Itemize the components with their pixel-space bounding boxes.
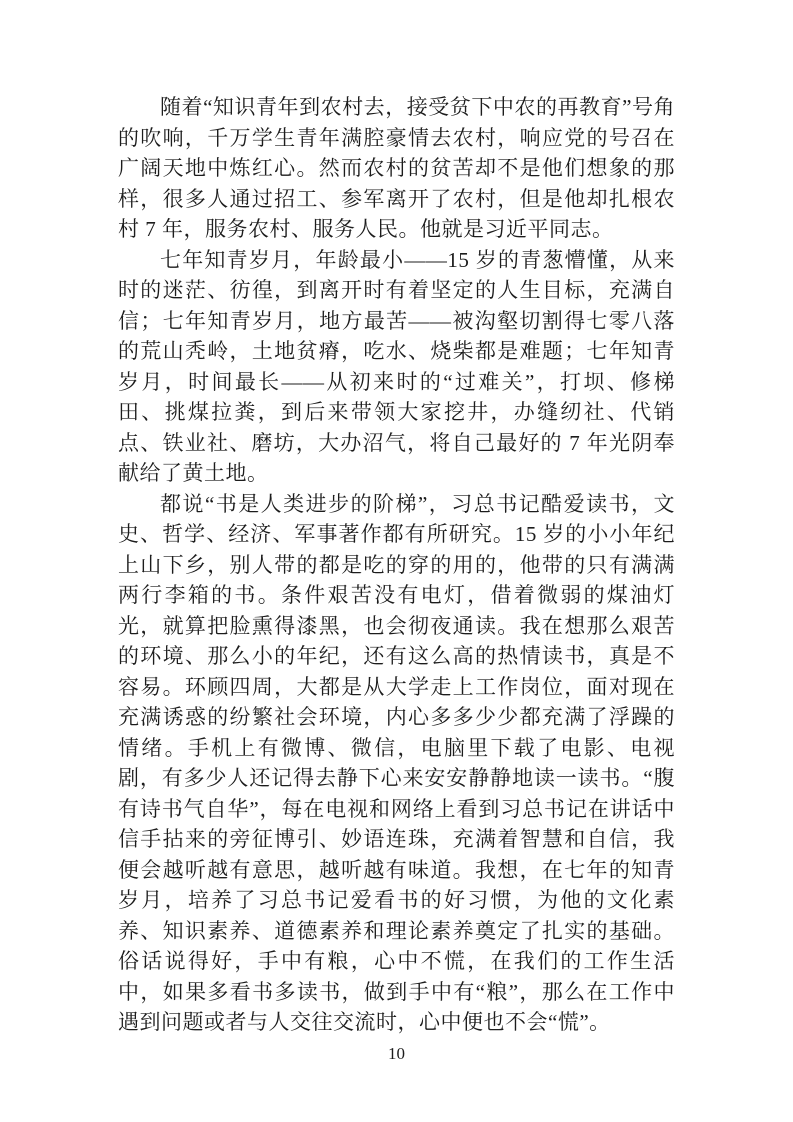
page-footer: [0, 1044, 793, 1064]
page-number: 10: [388, 1044, 405, 1063]
document-body: [118, 92, 675, 1038]
paragraph-seven-years-zhiqing: 七年知青岁月，年龄最小——15 岁的青葱懵懂，从来时的迷茫、彷徨，到离开时有着坚定的人生目标，充满自信；七年知青岁月，地方最苦——被沟壑切割得七零八落的荒山秃岭，土地贫瘠，吃水、烧柴都是难题；七年知青岁月，时间最长——从初来时的“过难关”，打坝、修梯田、挑煤拉粪，到后来带领大家挖井，办缝纫社、代销点、铁业社、磨坊，大办沼气，将自己最好的 7 年光阴奉献给了黄土地。: [118, 247, 675, 485]
paragraph-intro-knowledge-youth: 随着“知识青年到农村去，接受贫下中农的再教育”号角的吹响，千万学生青年满腔豪情去农村，响应党的号召在广阔天地中炼红心。然而农村的贫苦却不是他们想象的那样，很多人通过招工、参军离开了农村，但是他却扎根农村 7 年，服务农村、服务人民。他就是习近平同志。: [118, 95, 675, 241]
paragraph-reading-books: 都说“书是人类进步的阶梯”，习总书记酷爱读书，文史、哲学、经济、军事著作都有所研究。15 岁的小小年纪上山下乡，别人带的都是吃的穿的用的，他带的只有满满两行李箱的书。条件艰苦没有电灯，借着微弱的煤油灯光，就算把脸熏得漆黑，也会彻夜通读。我在想那么艰苦的环境、那么小的年纪，还有这么高的热情读书，真是不容易。环顾四周，大都是从大学走上工作岗位，面对现在充满诱惑的纷繁社会环境，内心多多少少都充满了浮躁的情绪。手机上有微博、微信，电脑里下载了电影、电视剧，有多少人还记得去静下心来安安静静地读一读书。“腹有诗书气自华”，每在电视和网络上看到习总书记在讲话中信手拈来的旁征博引、妙语连珠，充满着智慧和自信，我便会越听越有意思，越听越有味道。我想，在七年的知青岁月，培养了习总书记爱看书的好习惯，为他的文化素养、知识素养、道德素养和理论素养奠定了扎实的基础。俗话说得好，手中有粮，心中不慌，在我们的工作生活中，如果多看书多读书，做到手中有“粮”，那么在工作中遇到问题或者与人交往交流时，心中便也不会“慌”。: [118, 491, 675, 1034]
